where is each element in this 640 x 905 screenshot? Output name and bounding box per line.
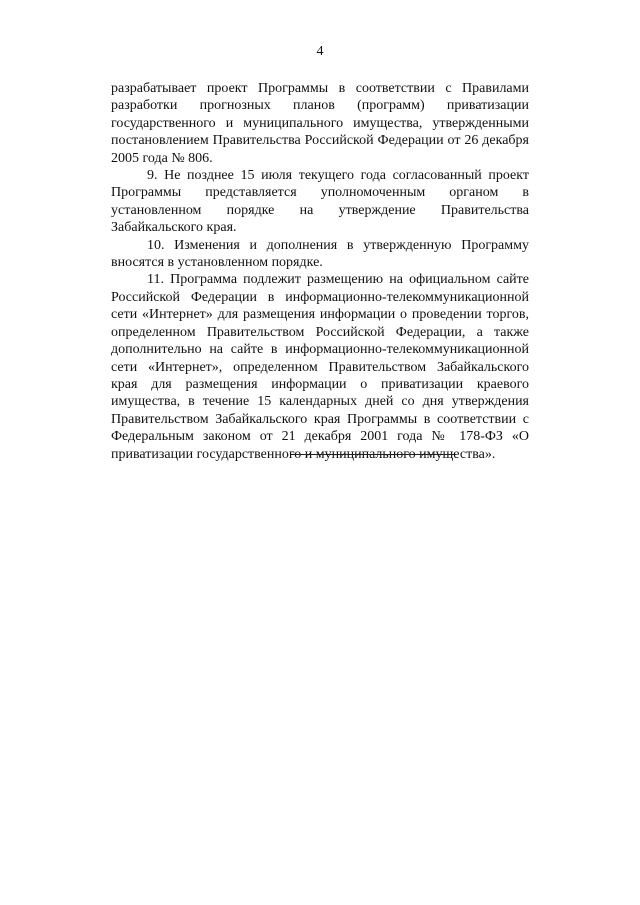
page-number: 4 — [316, 44, 324, 59]
paragraph-11: 11. Программа подлежит размещению на официальном сайте Российской Федерации в информационно-телекоммуникационной сети «Интернет» для размещения информации о проведении торгов, определенном Правительством Российской Федерации, а также дополнительно на сайте в информационно-телекоммуникационной сети «Интернет», определенном Правительством Забайкальского края для размещения информации о приватизации краевого имущества, в течение 15 календарных дней со дня утверждения Правительством Забайкальского края Программы в соответствии с Федеральным законом от 21 декабря 2001 года № 178-ФЗ «О приватизации государственного и муниципального имущества». — [111, 272, 529, 462]
document-body — [111, 80, 529, 463]
paragraph-continuation: разрабатывает проект Программы в соответствии с Правилами разработки прогнозных планов (программ) приватизации государственного и муниципального имущества, утвержденными постановлением Правительства Российской Федерации от 26 декабря 2005 года № 806. — [111, 81, 529, 166]
end-of-document-rule — [291, 454, 456, 455]
paragraph-9: 9. Не позднее 15 июля текущего года согласованный проект Программы представляется уполномоченным органом в установленном порядке на утверждение Правительства Забайкальского края. — [111, 168, 529, 236]
paragraph-10: 10. Изменения и дополнения в утвержденную Программу вносятся в установленном порядке. — [111, 237, 529, 271]
